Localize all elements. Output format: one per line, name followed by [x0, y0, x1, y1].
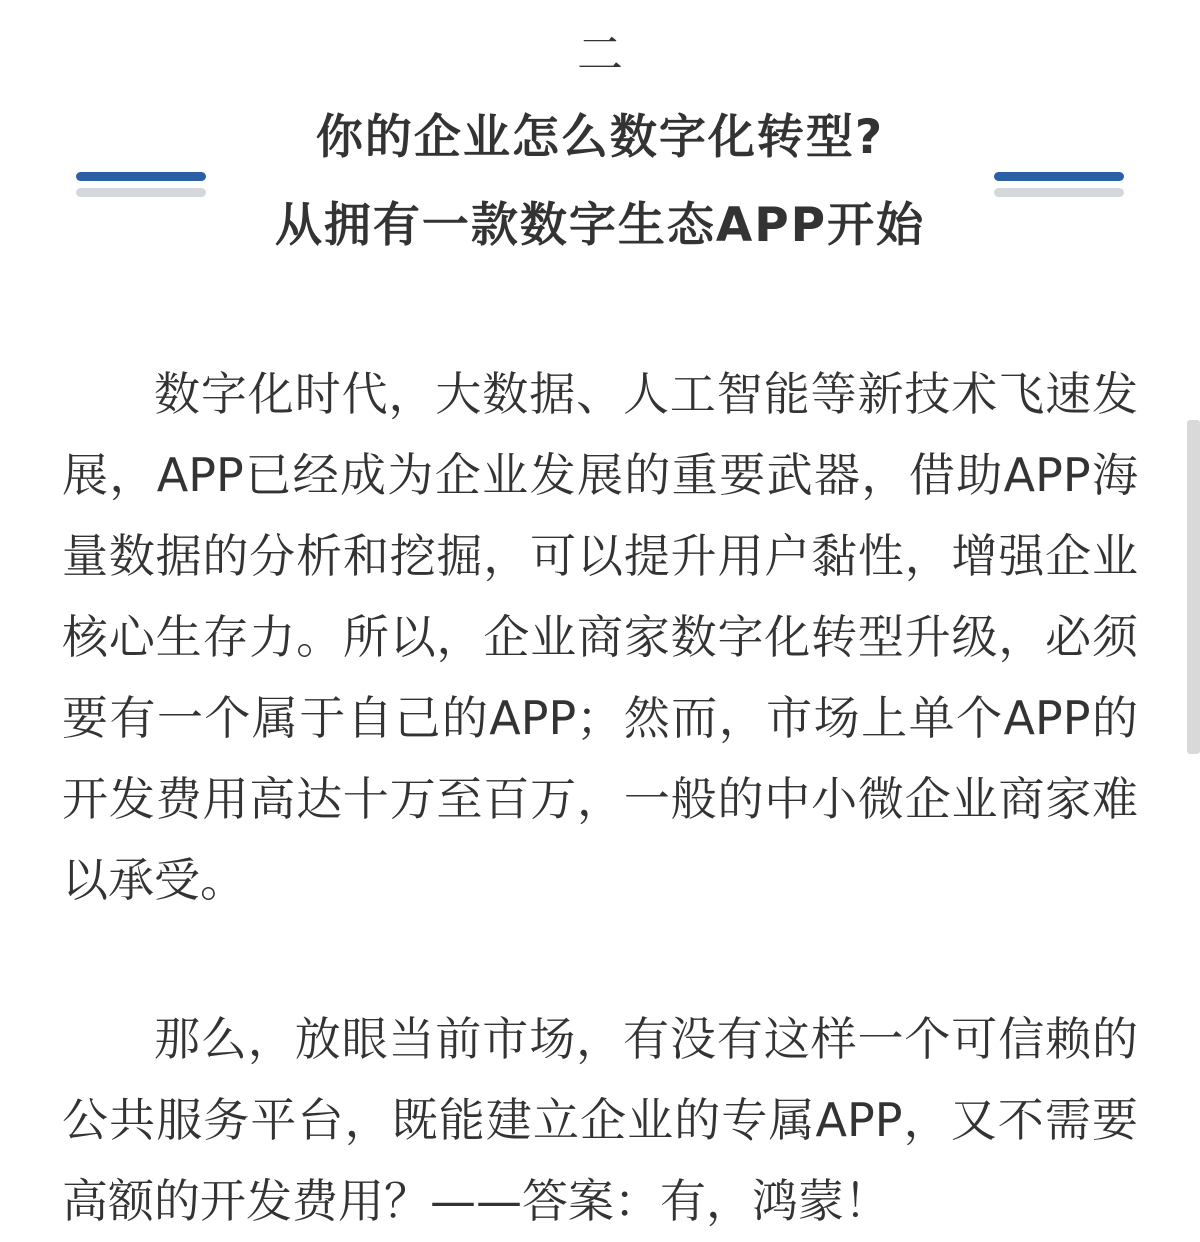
section-title-line-1: 你的企业怎么数字化转型?: [315, 110, 885, 165]
decorative-divider-right: [994, 172, 1124, 198]
divider-bar-blue: [76, 172, 206, 181]
section-header: [0, 0, 1200, 280]
decorative-divider-left: [76, 172, 206, 198]
article-paragraph: 数字化时代，大数据、人工智能等新技术飞速发展，APP已经成为企业发展的重要武器，借助APP海量数据的分析和挖掘，可以提升用户黏性，增强企业核心生存力。所以，企业商家数字化转型升级，必须要有一个属于自己的APP；然而，市场上单个APP的开发费用高达十万至百万，一般的中小微企业商家难以承受。: [62, 367, 1138, 907]
scrollbar-thumb[interactable]: [1187, 420, 1200, 754]
section-title-line-2: 从拥有一款数字生态APP开始: [274, 198, 926, 253]
section-number: 二: [577, 27, 623, 81]
divider-bar-blue: [994, 172, 1124, 181]
article-paragraph: 那么，放眼当前市场，有没有这样一个可信赖的公共服务平台，既能建立企业的专属APP，又不需要高额的开发费用？——答案：有，鸿蒙！: [62, 1012, 1138, 1228]
